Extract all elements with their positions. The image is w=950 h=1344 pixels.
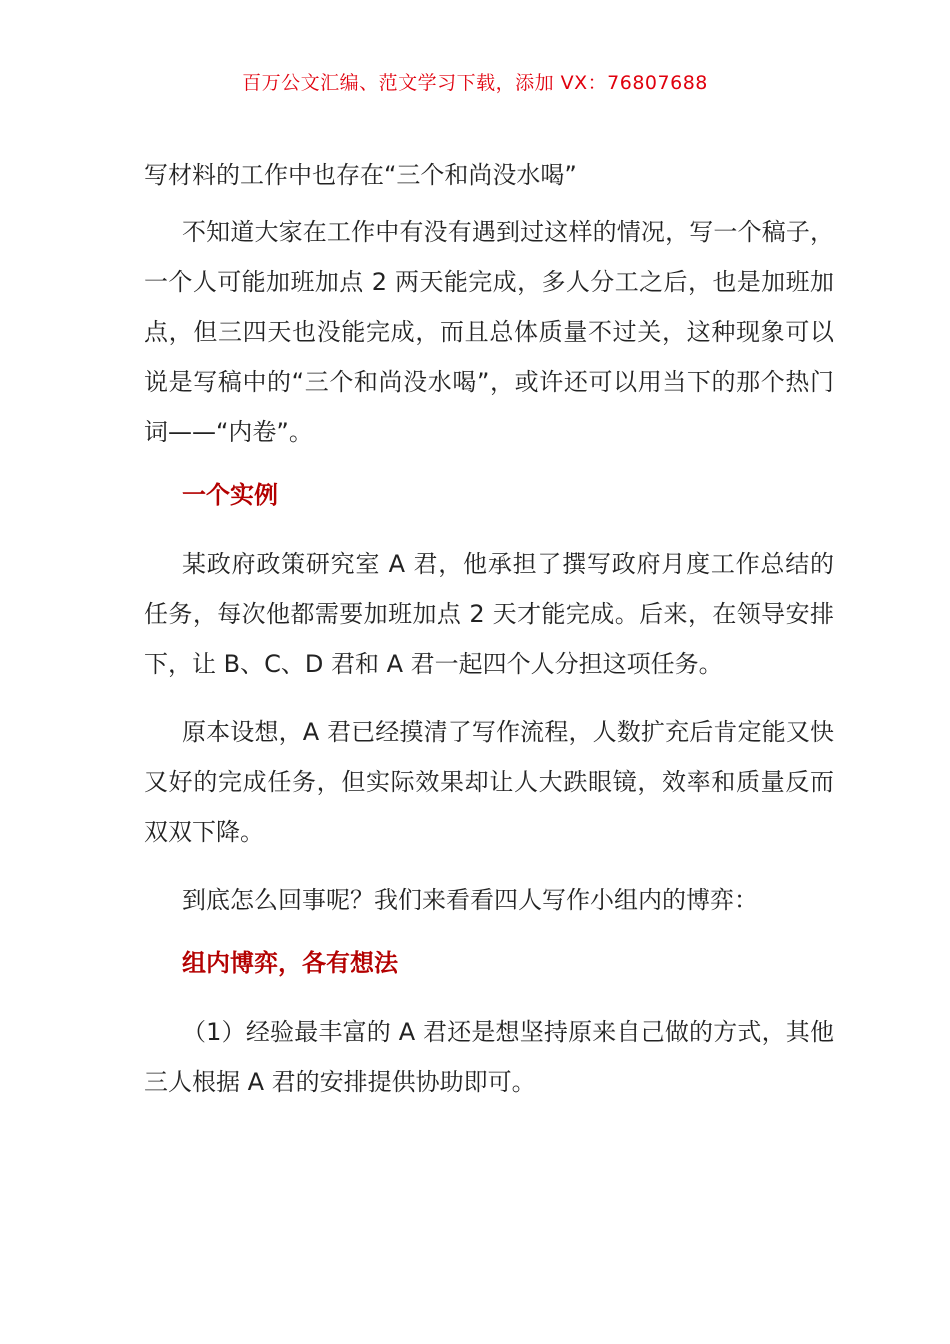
document-title: 写材料的工作中也存在“三个和尚没水喝” <box>144 161 577 189</box>
section-heading-example: 一个实例 <box>182 481 278 509</box>
document-body <box>144 155 834 1125</box>
intro-paragraph: 不知道大家在工作中有没有遇到过这样的情况，写一个稿子，一个人可能加班加点 2 两天能完成，多人分工之后，也是加班加点，但三四天也没能完成，而且总体质量不过关，这种现象可以说是写稿中的“三个和尚没水喝”，或许还可以用当下的那个热门词——“内卷”。 <box>144 218 834 446</box>
example-paragraph-2: 原本设想，A 君已经摸清了写作流程，人数扩充后肯定能又快又好的完成任务，但实际效果却让人大跌眼镜，效率和质量反而双双下降。 <box>144 718 834 846</box>
section-heading-game: 组内博弈，各有想法 <box>182 949 398 977</box>
example-paragraph-3: 到底怎么回事呢？我们来看看四人写作小组内的博弈： <box>182 886 758 914</box>
page-header-watermark: 百万公文汇编、范文学习下载，添加 VX：76807688 <box>242 72 708 94</box>
example-paragraph-1: 某政府政策研究室 A 君，他承担了撰写政府月度工作总结的任务，每次他都需要加班加点 2 天才能完成。后来，在领导安排下，让 B、C、D 君和 A 君一起四个人分担这项任务。 <box>144 550 834 678</box>
game-paragraph-1: （1）经验最丰富的 A 君还是想坚持原来自己做的方式，其他三人根据 A 君的安排提供协助即可。 <box>144 1018 834 1096</box>
